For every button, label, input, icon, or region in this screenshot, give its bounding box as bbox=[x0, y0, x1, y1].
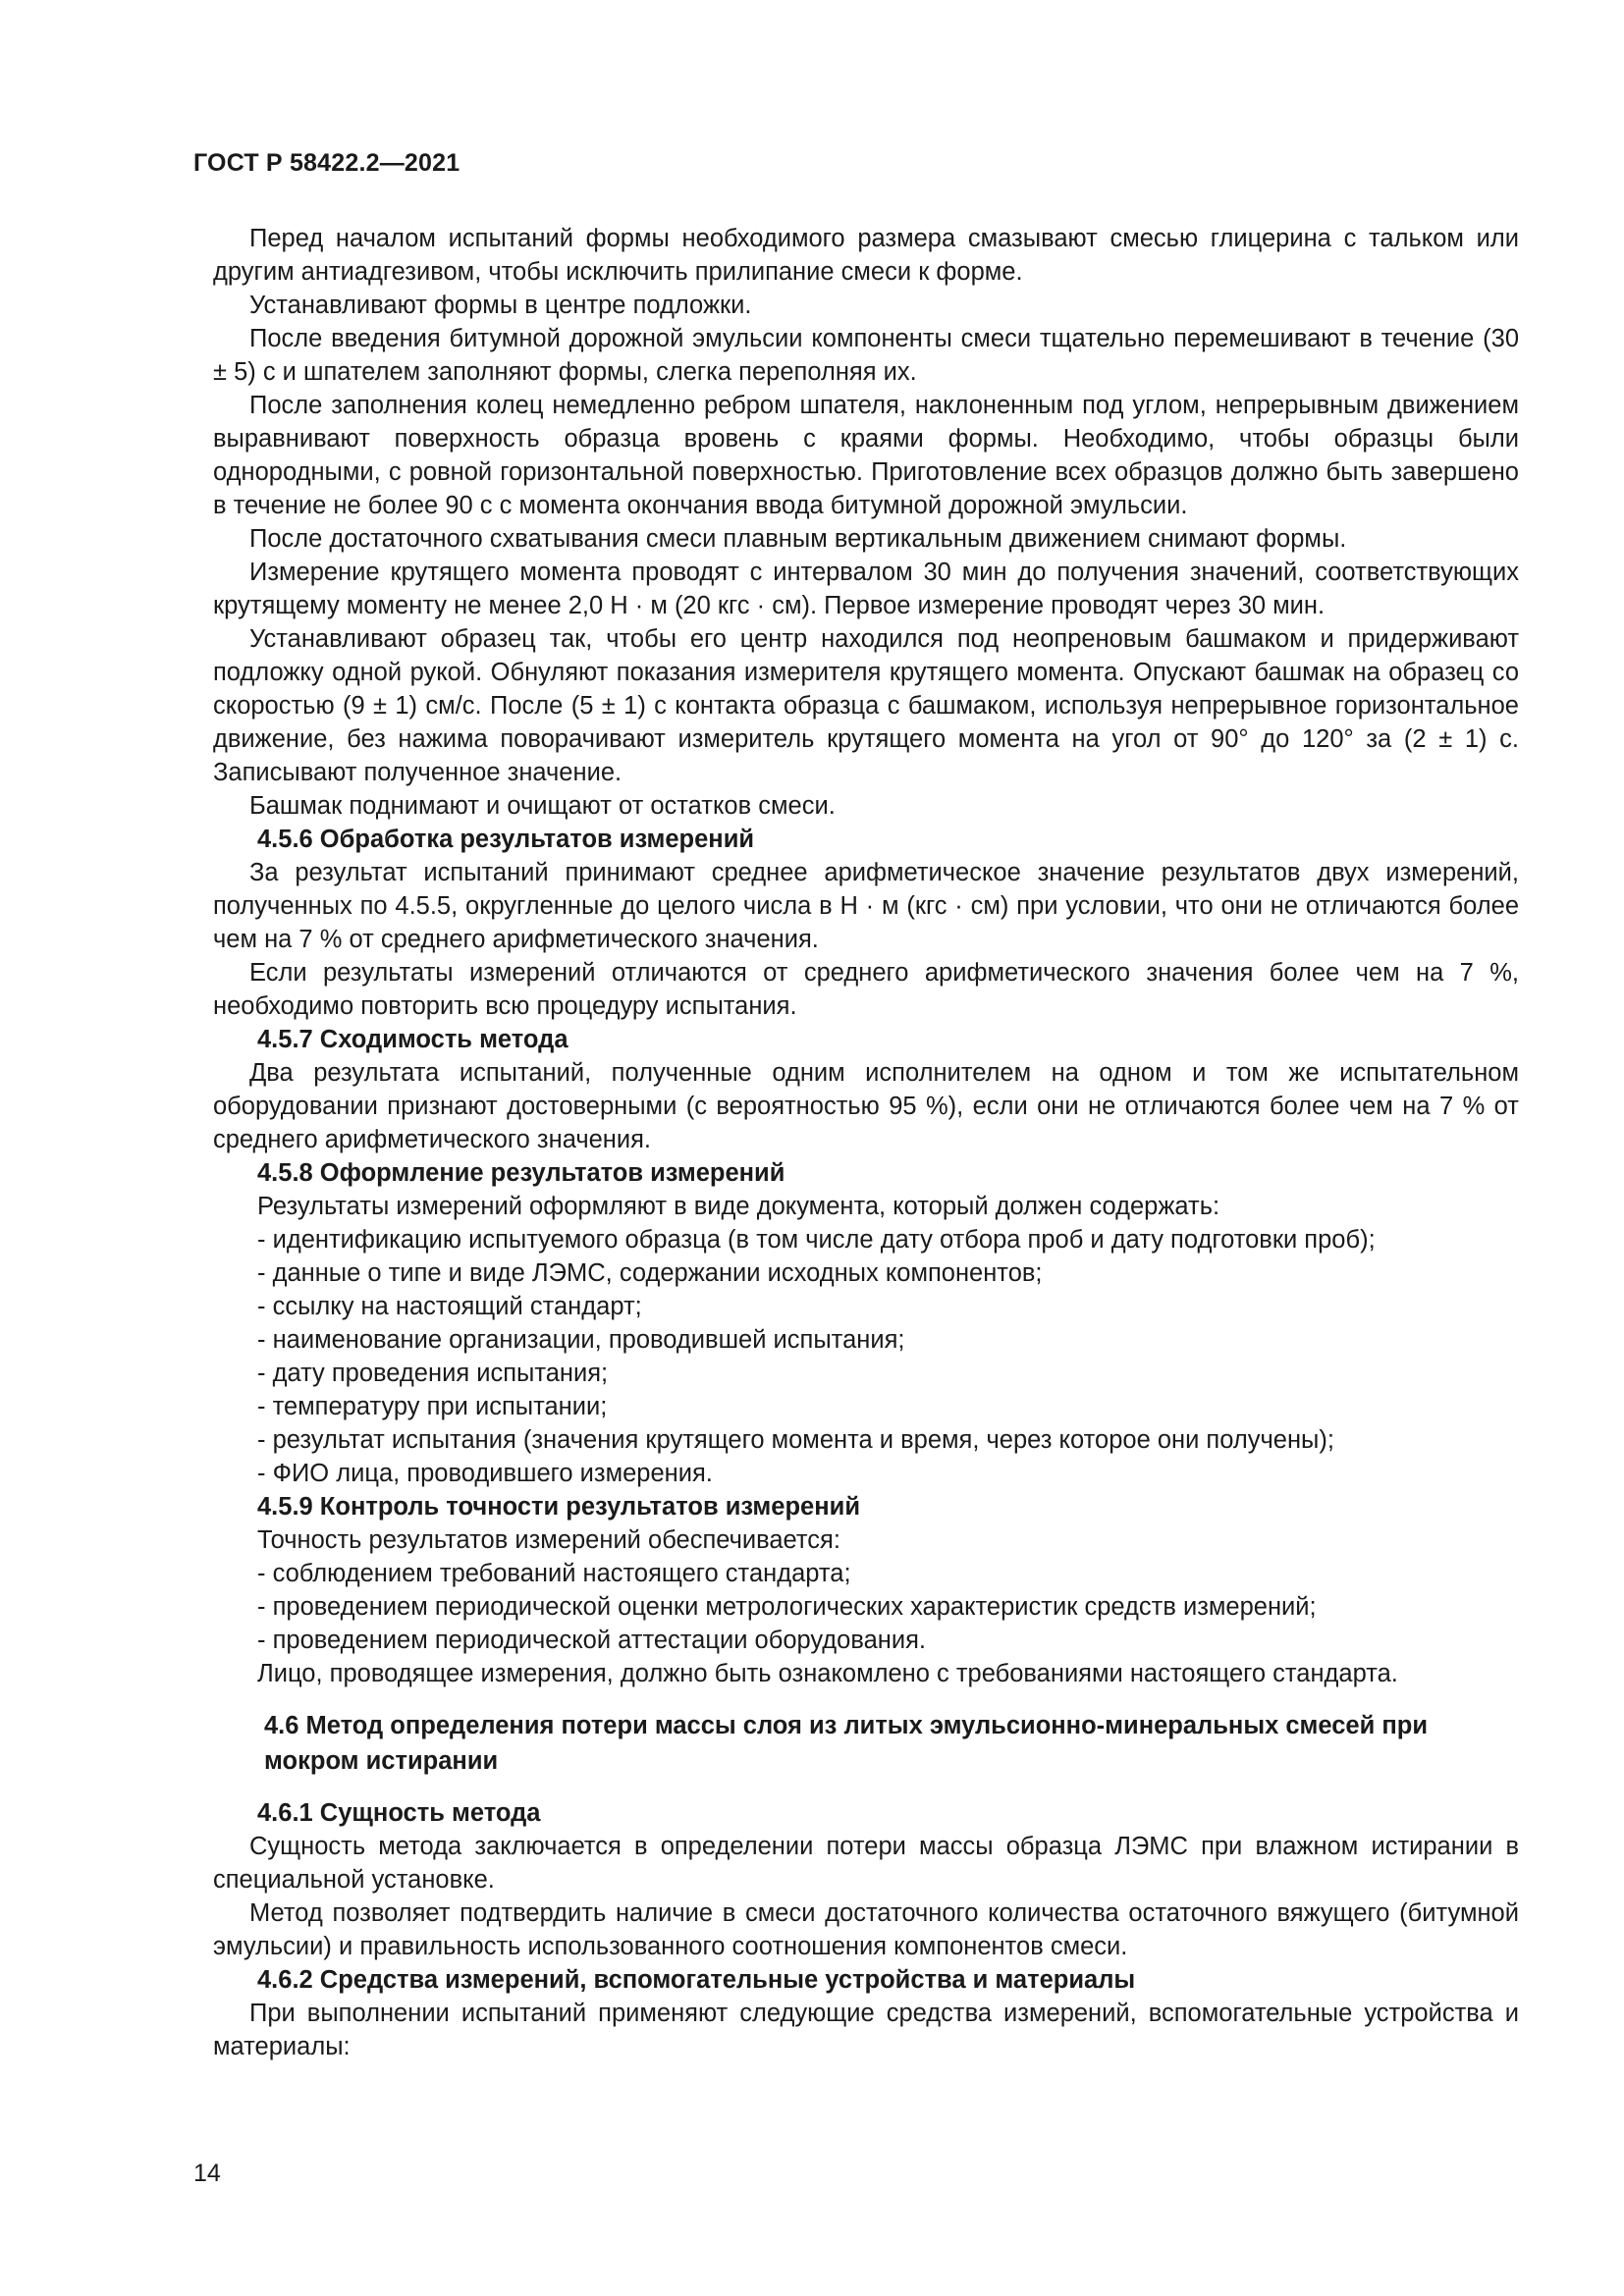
section-heading-4-5-7: 4.5.7 Сходимость метода bbox=[257, 1026, 568, 1053]
paragraph: Башмак поднимают и очищают от остатков смеси. bbox=[249, 792, 836, 820]
paragraph: Измерение крутящего момента проводят с интервалом 30 мин до получения значений, соответствующих крутящему моменту не менее 2,0 Н · м (20 кгс · см). Первое измерение проводят через 30 мин. bbox=[213, 559, 1519, 619]
paragraph: Сущность метода заключается в определении потери массы образца ЛЭМС при влажном истирании в специальной установке. bbox=[213, 1833, 1519, 1894]
document-body bbox=[213, 222, 1519, 2063]
paragraph: Устанавливают формы в центре подложки. bbox=[249, 292, 752, 319]
paragraph: Устанавливают образец так, чтобы его центр находился под неопреновым башмаком и придерживают подложку одной рукой. Обнуляют показания измерителя крутящего момента. Опускают башмак на образец со скоростью (9 ± 1) см/с. После (5 ± 1) с контакта образца с башмаком, используя непрерывное горизонтальное движение, без нажима поворачивают измеритель крутящего момента на угол от 90° до 120° за (2 ± 1) с. Записывают полученное значение. bbox=[213, 625, 1519, 786]
paragraph: Два результата испытаний, полученные одним исполнителем на одном и том же испытательном оборудовании признают достоверными (с вероятностью 95 %), если они не отличаются более чем на 7 % от среднего арифметического значения. bbox=[213, 1059, 1519, 1153]
paragraph: Точность результатов измерений обеспечивается: bbox=[257, 1526, 840, 1554]
page-number: 14 bbox=[193, 2160, 221, 2187]
paragraph: За результат испытаний принимают среднее арифметическое значение результатов двух измерений, полученных по 4.5.5, округленные до целого числа в Н · м (кгс · см) при условии, что они не отличаются более чем на 7 % от среднего арифметического значения. bbox=[213, 859, 1519, 953]
section-heading-4-5-6: 4.5.6 Обработка результатов измерений bbox=[257, 826, 755, 853]
paragraph: Результаты измерений оформляют в виде документа, который должен содержать: bbox=[257, 1193, 1220, 1220]
paragraph: После заполнения колец немедленно ребром шпателя, наклоненным под углом, непрерывным движением выравнивают поверхность образца вровень с краями формы. Необходимо, чтобы образцы были однородными, с ровной горизонтальной поверхностью. Приготовление всех образцов должно быть завершено в течение не более 90 с с момента окончания ввода битумной дорожной эмульсии. bbox=[213, 392, 1519, 519]
paragraph: Если результаты измерений отличаются от среднего арифметического значения более чем на 7 %, необходимо повторить всю процедуру испытания. bbox=[213, 959, 1519, 1020]
list-item: - проведением периодической аттестации оборудования. bbox=[257, 1627, 927, 1654]
section-heading-4-6-2: 4.6.2 Средства измерений, вспомогательные устройства и материалы bbox=[257, 1966, 1136, 1994]
list-item: - проведением периодической оценки метрологических характеристик средств измерений; bbox=[257, 1593, 1317, 1621]
list-item: - соблюдением требований настоящего стандарта; bbox=[257, 1560, 851, 1587]
list-item: - наименование организации, проводившей испытания; bbox=[257, 1326, 905, 1354]
list-item: - идентификацию испытуемого образца (в том числе дату отбора проб и дату подготовки проб); bbox=[257, 1226, 1376, 1254]
paragraph: Метод позволяет подтвердить наличие в смеси достаточного количества остаточного вяжущего (битумной эмульсии) и правильность использованного соотношения компонентов смеси. bbox=[213, 1899, 1519, 1960]
paragraph: Лицо, проводящее измерения, должно быть ознакомлено с требованиями настоящего стандарта. bbox=[257, 1660, 1398, 1687]
list-item: - дату проведения испытания; bbox=[257, 1360, 609, 1387]
section-heading-4-6-1: 4.6.1 Сущность метода bbox=[257, 1799, 541, 1827]
list-item: - результат испытания (значения крутящего момента и время, через которое они получены); bbox=[257, 1426, 1334, 1454]
list-item: - ФИО лица, проводившего измерения. bbox=[257, 1460, 713, 1487]
list-item: - данные о типе и виде ЛЭМС, содержании исходных компонентов; bbox=[257, 1259, 1043, 1287]
list-item: - ссылку на настоящий стандарт; bbox=[257, 1293, 642, 1320]
section-heading-4-5-8: 4.5.8 Оформление результатов измерений bbox=[257, 1159, 785, 1187]
document-header: ГОСТ Р 58422.2—2021 bbox=[193, 149, 460, 177]
paragraph: Перед началом испытаний формы необходимого размера смазывают смесью глицерина с тальком или другим антиадгезивом, чтобы исключить прилипание смеси к форме. bbox=[213, 225, 1519, 286]
paragraph: После достаточного схватывания смеси плавным вертикальным движением снимают формы. bbox=[249, 525, 1347, 553]
paragraph: При выполнении испытаний применяют следующие средства измерений, вспомогательные устройства и материалы: bbox=[213, 2000, 1519, 2060]
list-item: - температуру при испытании; bbox=[257, 1393, 608, 1420]
paragraph: После введения битумной дорожной эмульсии компоненты смеси тщательно перемешивают в течение (30 ± 5) с и шпателем заполняют формы, слегка переполняя их. bbox=[213, 325, 1519, 386]
section-heading-4-5-9: 4.5.9 Контроль точности результатов измерений bbox=[257, 1493, 860, 1521]
section-heading-4-6: 4.6 Метод определения потери массы слоя из литых эмульсионно-минеральных смесей при мокром истирании bbox=[264, 1712, 1429, 1775]
